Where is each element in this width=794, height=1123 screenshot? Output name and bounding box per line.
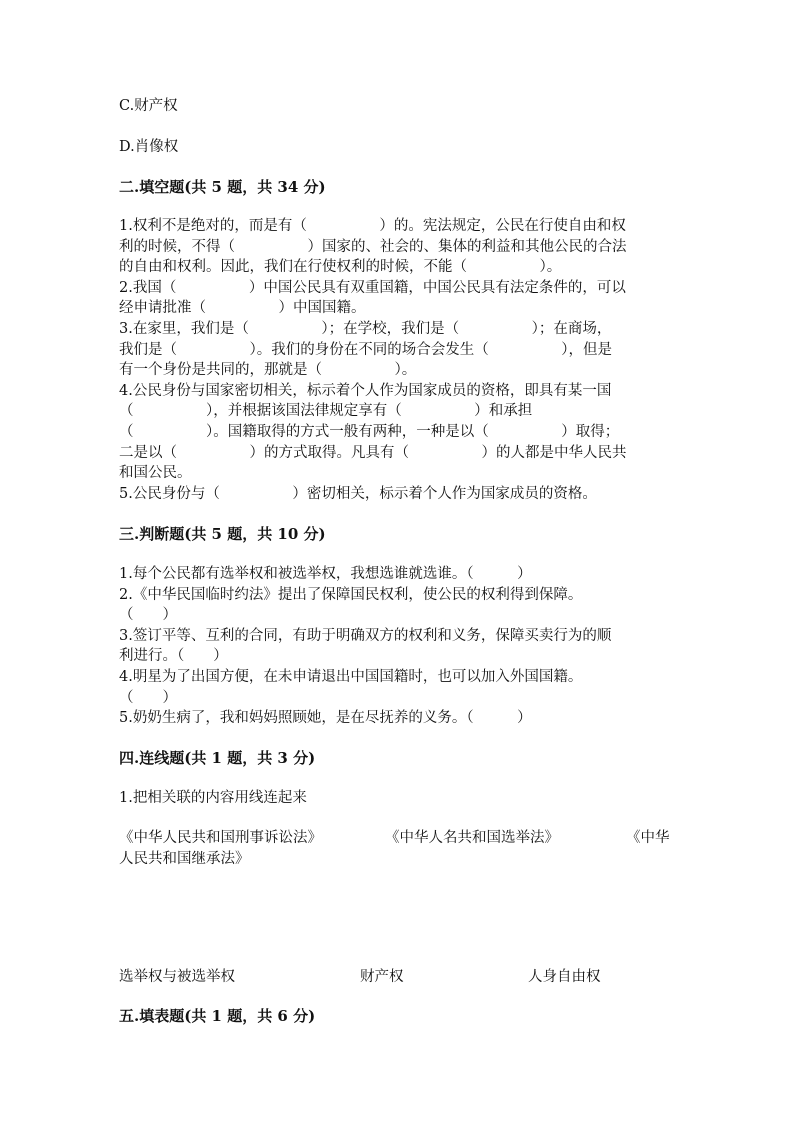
section-heading-matching: 四.连线题(共 1 题，共 3 分) — [119, 749, 316, 767]
true-false-line: （ ） — [119, 690, 177, 706]
fill-blank-line: 我们是（ ）。我们的身份在不同的场合会发生（ ），但是 — [119, 342, 612, 358]
true-false-line: 利进行。（ ） — [119, 648, 228, 664]
fill-blank-line: （ ）。国籍取得的方式一般有两种，一种是以（ ）取得； — [119, 424, 620, 440]
fill-blank-line: 2.我国（ ）中国公民具有双重国籍，中国公民具有法定条件的，可以 — [119, 280, 626, 296]
law-item-continued: 人民共和国继承法》 — [119, 851, 250, 867]
true-false-line: 1.每个公民都有选举权和被选举权，我想选谁就选谁。（ ） — [119, 566, 532, 582]
right-item: 财产权 — [360, 969, 404, 985]
fill-blank-line: 4.公民身份与国家密切相关，标示着个人作为国家成员的资格，即具有某一国 — [119, 383, 612, 399]
option-c: C.财产权 — [119, 98, 178, 114]
fill-blank-line: 二是以（ ）的方式取得。凡具有（ ）的人都是中华人民共 — [119, 445, 627, 461]
right-item: 人身自由权 — [528, 969, 601, 985]
true-false-line: 2.《中华民国临时约法》提出了保障国民权利，使公民的权利得到保障。 — [119, 587, 583, 603]
fill-blank-line: 经申请批准（ ）中国国籍。 — [119, 300, 366, 316]
fill-blank-line: 的自由和权利。因此，我们在行使权利的时候，不能（ ）。 — [119, 259, 562, 275]
law-item: 《中华人名共和国选举法》 — [385, 830, 559, 846]
fill-blank-line: 和国公民。 — [119, 465, 192, 481]
fill-blank-line: 1.权利不是绝对的，而是有（ ）的。宪法规定，公民在行使自由和权 — [119, 218, 626, 234]
section-heading-table-fill: 五.填表题(共 1 题，共 6 分) — [119, 1007, 316, 1025]
section-heading-true-false: 三.判断题(共 5 题，共 10 分) — [119, 525, 326, 543]
section-heading-fill-blank: 二.填空题(共 5 题，共 34 分) — [119, 178, 326, 196]
true-false-line: 4.明星为了出国方便，在未申请退出中国国籍时，也可以加入外国国籍。 — [119, 669, 583, 685]
fill-blank-line: （ ），并根据该国法律规定享有（ ）和承担 — [119, 403, 533, 419]
matching-question: 1.把相关联的内容用线连起来 — [119, 790, 307, 806]
true-false-line: 5.奶奶生病了，我和妈妈照顾她，是在尽抚养的义务。（ ） — [119, 710, 532, 726]
fill-blank-line: 利的时候，不得（ ）国家的、社会的、集体的利益和其他公民的合法 — [119, 239, 627, 255]
fill-blank-line: 有一个身份是共同的，那就是（ ）。 — [119, 362, 417, 378]
law-item: 《中华 — [626, 830, 670, 846]
true-false-line: 3.签订平等、互利的合同，有助于明确双方的权利和义务，保障买卖行为的顺 — [119, 628, 612, 644]
option-d: D.肖像权 — [119, 139, 179, 155]
right-item: 选举权与被选举权 — [119, 969, 235, 985]
fill-blank-line: 3.在家里，我们是（ ）；在学校，我们是（ ）；在商场， — [119, 321, 612, 337]
law-item: 《中华人民共和国刑事诉讼法》 — [119, 830, 322, 846]
fill-blank-line: 5.公民身份与（ ）密切相关，标示着个人作为国家成员的资格。 — [119, 486, 597, 502]
true-false-line: （ ） — [119, 607, 177, 623]
